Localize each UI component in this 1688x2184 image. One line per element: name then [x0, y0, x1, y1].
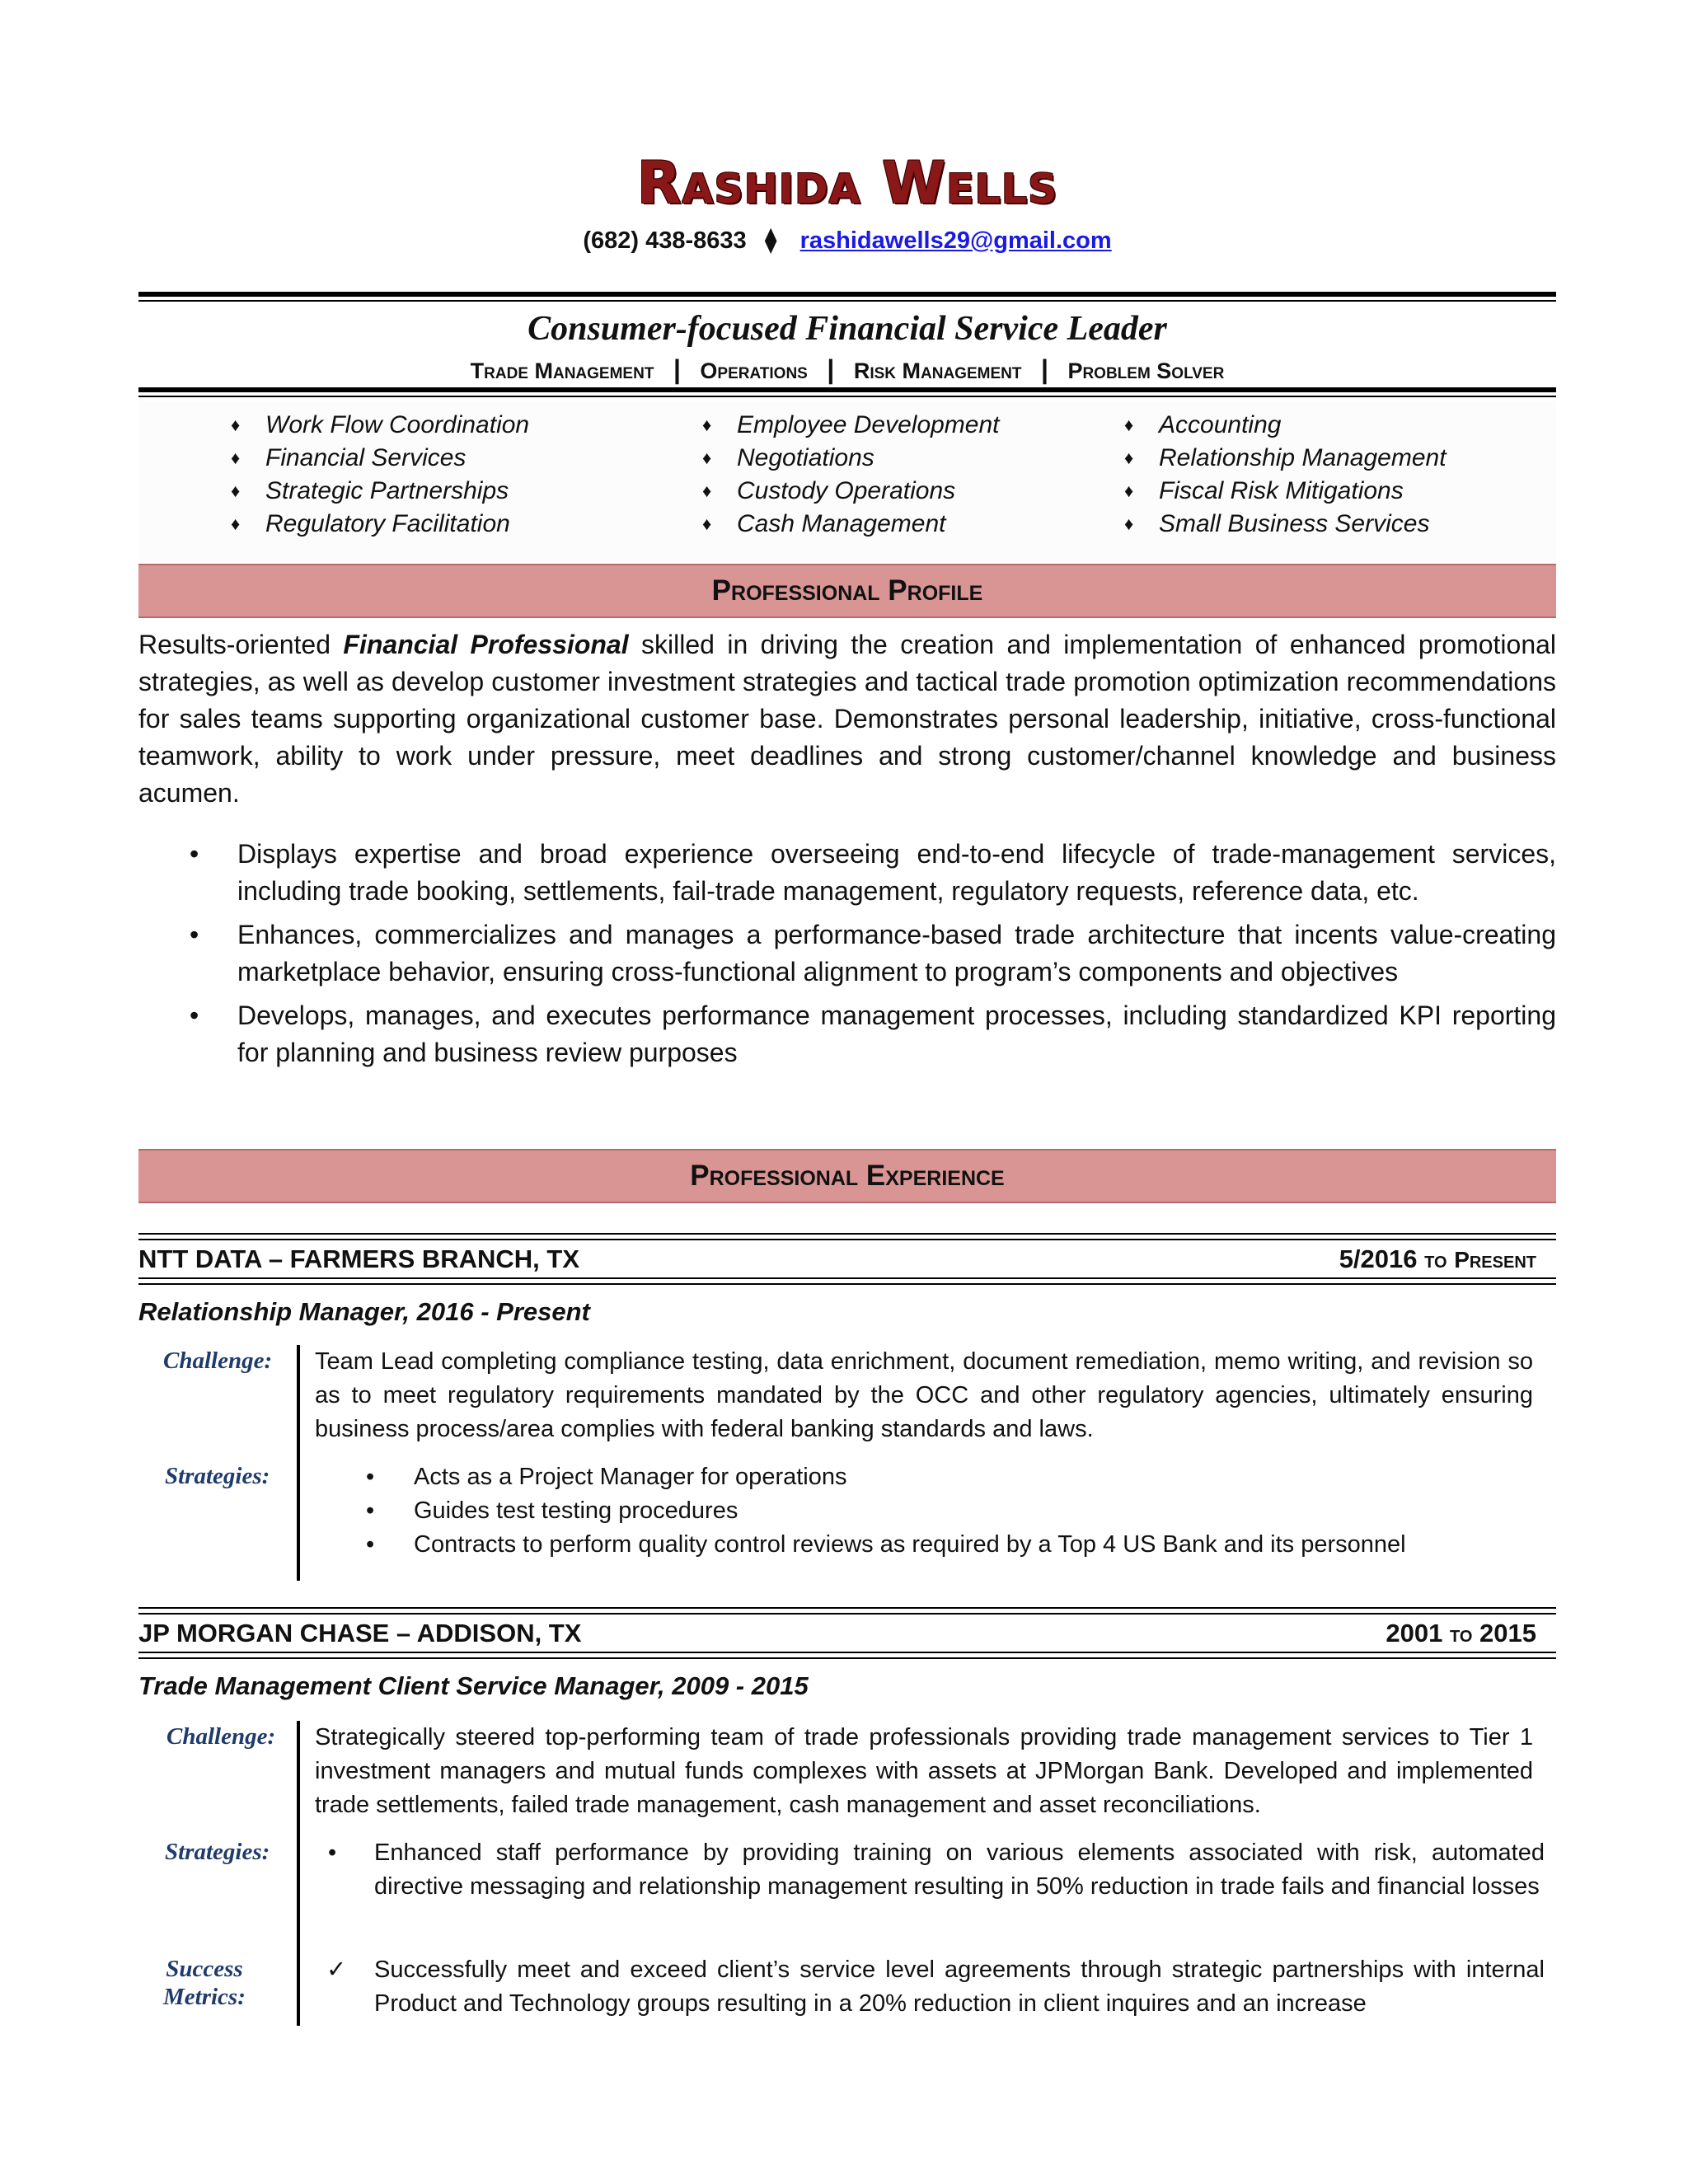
- divider-glyph: |: [827, 354, 835, 384]
- job1-strategies-list: [366, 1460, 1551, 1562]
- job1-strategies-label: Strategies:: [165, 1463, 270, 1489]
- keyword-item: ♦ Custody Operations: [702, 475, 1000, 508]
- job1-title: Relationship Manager, 2016 - Present: [138, 1297, 590, 1326]
- header-rule-top: [138, 292, 1556, 297]
- profile-heading: Professional Profile: [138, 564, 1556, 618]
- keyword-item: ♦ Small Business Services: [1124, 508, 1447, 541]
- checkmark-icon: ✓: [326, 1957, 347, 1983]
- email-link[interactable]: rashidawells29@gmail.com: [799, 227, 1112, 254]
- bullet-icon: •: [190, 920, 199, 949]
- strategy-item: • Acts as a Project Manager for operations: [414, 1460, 1551, 1494]
- specialty-item: Risk Management: [853, 359, 1022, 383]
- job1-vertical-rule: [297, 1345, 300, 1581]
- profile-bullet-item: • Enhances, commercializes and manages a performance-based trade architecture that incents value-creating marketplace behavior, ensuring cross-functional alignment to program’s components and objectives: [138, 916, 1556, 991]
- keyword-item: ♦ Fiscal Risk Mitigations: [1124, 475, 1447, 508]
- diamond-bullet-icon: ♦: [231, 415, 241, 435]
- keywords-column-3: [1124, 409, 1447, 541]
- diamond-bullet-icon: ♦: [702, 448, 712, 468]
- candidate-name: Rashida Wells: [636, 149, 1058, 217]
- divider-glyph: |: [673, 354, 681, 384]
- strategy-item: • Contracts to perform quality control reviews as required by a Top 4 US Bank and its personnel: [414, 1528, 1551, 1562]
- specialties-line: [138, 353, 1556, 387]
- keyword-item: ♦ Work Flow Coordination: [231, 409, 529, 442]
- diamond-bullet-icon: ♦: [702, 415, 712, 435]
- strategy-item: • Enhanced staff performance by providing training on various elements associated with risk, automated directive messaging and relationship management resulting in 50% reduction in trade fails and financial losses: [374, 1836, 1545, 1904]
- job1-rule-bottom-2: [138, 1283, 1556, 1285]
- job1-header: [138, 1241, 1556, 1277]
- specialty-item: Problem Solver: [1067, 359, 1225, 383]
- job1-rule-top-2: [138, 1239, 1556, 1240]
- job2-rule-top: [138, 1607, 1556, 1609]
- specialty-item: Trade Management: [470, 359, 654, 383]
- bullet-icon: •: [328, 1840, 337, 1866]
- bullet-icon: •: [366, 1497, 375, 1524]
- job2-rule-bottom: [138, 1652, 1556, 1653]
- diamond-bullet-icon: ♦: [231, 448, 241, 468]
- header-rule-top-thin: [138, 300, 1556, 302]
- job2-challenge-label: Challenge:: [166, 1723, 276, 1750]
- bullet-icon: •: [190, 1001, 199, 1030]
- job1-rule-top: [138, 1233, 1556, 1235]
- job1-dates: 5/2016 to Present: [1339, 1244, 1536, 1273]
- keywords-panel: [138, 401, 1556, 562]
- keyword-item: ♦ Cash Management: [702, 508, 1000, 541]
- bullet-icon: •: [366, 1464, 375, 1490]
- diamond-icon: ⧫: [764, 227, 777, 254]
- job2-company: JP MORGAN CHASE – ADDISON, TX: [138, 1619, 582, 1647]
- job2-vertical-rule: [297, 1721, 300, 2026]
- diamond-bullet-icon: ♦: [231, 513, 241, 534]
- job2-rule-top-2: [138, 1613, 1556, 1615]
- specialty-item: Operations: [700, 359, 808, 383]
- keyword-item: ♦ Relationship Management: [1124, 442, 1447, 475]
- keyword-item: ♦ Employee Development: [702, 409, 1000, 442]
- keyword-item: ♦ Negotiations: [702, 442, 1000, 475]
- keyword-item: ♦ Regulatory Facilitation: [231, 508, 529, 541]
- job2-rule-bottom-2: [138, 1657, 1556, 1659]
- keyword-item: ♦ Financial Services: [231, 442, 529, 475]
- profile-bullets: [138, 836, 1556, 1078]
- diamond-bullet-icon: ♦: [1124, 415, 1134, 435]
- experience-heading: Professional Experience: [138, 1149, 1556, 1203]
- metric-item: ✓ Successfully meet and exceed client’s service level agreements through strategic partnerships with internal Product and Technology groups resulting in a 20% reduction in client inquires and an increase: [374, 1953, 1545, 2021]
- profile-bullet-item: • Displays expertise and broad experience overseeing end-to-end lifecycle of trade-management services, including trade booking, settlements, fail-trade management, regulatory requests, reference data, etc.: [138, 836, 1556, 910]
- keywords-column-1: [231, 409, 529, 541]
- diamond-bullet-icon: ♦: [702, 513, 712, 534]
- profile-bullet-item: • Develops, manages, and executes performance management processes, including standardized KPI reporting for planning and business review purposes: [138, 997, 1556, 1071]
- job2-metrics-list: [326, 1953, 1545, 2021]
- profile-emphasis: Financial Professional: [343, 630, 629, 659]
- diamond-bullet-icon: ♦: [702, 480, 712, 501]
- strategy-item: • Guides test testing procedures: [414, 1494, 1551, 1528]
- bullet-icon: •: [190, 839, 199, 869]
- job2-title: Trade Management Client Service Manager, 2009 - 2015: [138, 1671, 809, 1700]
- headline-rule-bottom-thin: [138, 396, 1556, 397]
- divider-glyph: |: [1040, 354, 1048, 384]
- keywords-column-2: [702, 409, 1000, 541]
- diamond-bullet-icon: ♦: [231, 480, 241, 501]
- job2-strategies-list: [328, 1836, 1545, 1904]
- phone-number: (682) 438-8633: [583, 227, 747, 254]
- diamond-bullet-icon: ♦: [1124, 513, 1134, 534]
- job2-dates: 2001 to 2015: [1386, 1619, 1536, 1647]
- job1-company: NTT DATA – FARMERS BRANCH, TX: [138, 1244, 580, 1273]
- job2-header: [138, 1615, 1556, 1652]
- bullet-icon: •: [366, 1531, 375, 1558]
- job2-challenge-text: Strategically steered top-performing team of trade professionals providing trade management services to Tier 1 investment managers and mutual funds complexes with assets at JPMorgan Bank. Developed and implemented trade settlements, failed trade management, cash management and asset reconciliations.: [315, 1724, 1533, 1818]
- job1-challenge-label: Challenge:: [163, 1347, 273, 1374]
- headline-rule-bottom: [138, 387, 1556, 392]
- diamond-bullet-icon: ♦: [1124, 480, 1134, 501]
- diamond-bullet-icon: ♦: [1124, 448, 1134, 468]
- contact-line: [138, 224, 1556, 257]
- keyword-item: ♦ Accounting: [1124, 409, 1447, 442]
- job1-rule-bottom: [138, 1277, 1556, 1279]
- profile-summary: Results-oriented Financial Professional skilled in driving the creation and implementation of enhanced promotional strategies, as well as develop customer investment strategies and tactical trade promotion optimization recommendations for sales teams supporting organizational customer base. Demonstrates personal leadership, initiative, cross-functional teamwork, ability to work under pressure, meet deadlines and strong customer/channel knowledge and business acumen.: [138, 630, 1557, 808]
- job2-metrics-label: Success Metrics:: [163, 1956, 246, 2010]
- job1-challenge-text: Team Lead completing compliance testing, data enrichment, document remediation, memo writing, and revision so as to meet regulatory requirements mandated by the OCC and other regulatory agencies, ultimately ensuring business process/area complies with federal banking standards and laws.: [315, 1348, 1533, 1442]
- headline-title: Consumer-focused Financial Service Leader: [528, 310, 1167, 348]
- job2-strategies-label: Strategies:: [165, 1839, 270, 1865]
- keyword-item: ♦ Strategic Partnerships: [231, 475, 529, 508]
